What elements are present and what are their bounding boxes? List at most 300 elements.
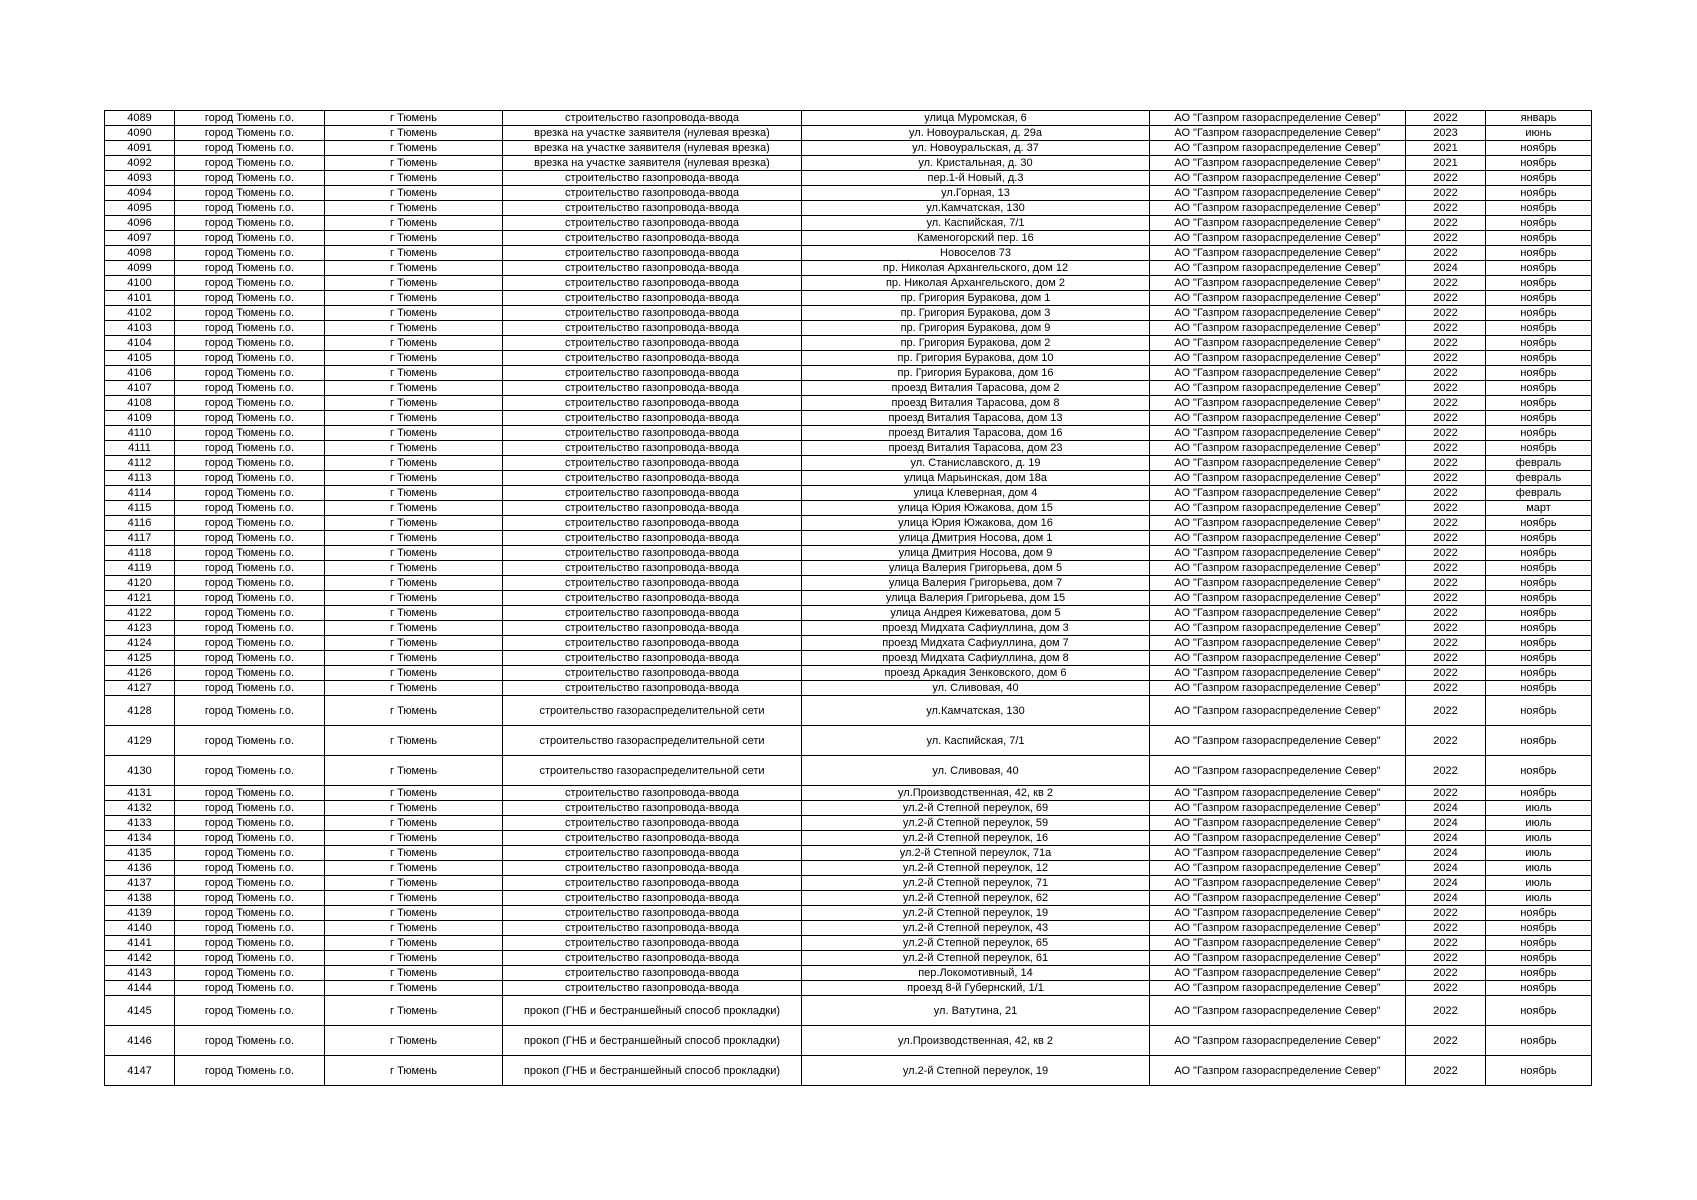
settlement-cell: г Тюмень <box>325 351 503 366</box>
organization-cell: АО "Газпром газораспределение Север" <box>1150 951 1406 966</box>
month-cell: ноябрь <box>1486 966 1592 981</box>
table-row <box>105 621 1592 636</box>
municipality-cell: город Тюмень г.о. <box>175 516 325 531</box>
address-cell: ул. Каспийская, 7/1 <box>802 216 1150 231</box>
organization-cell: АО "Газпром газораспределение Север" <box>1150 591 1406 606</box>
settlement-cell: г Тюмень <box>325 996 503 1026</box>
month-cell: ноябрь <box>1486 906 1592 921</box>
organization-cell: АО "Газпром газораспределение Север" <box>1150 576 1406 591</box>
table-row <box>105 486 1592 501</box>
work-type-cell: строительство газопровода-ввода <box>503 201 802 216</box>
table-row <box>105 651 1592 666</box>
municipality-cell: город Тюмень г.о. <box>175 936 325 951</box>
table-row <box>105 636 1592 651</box>
work-type-cell: врезка на участке заявителя (нулевая врезка) <box>503 141 802 156</box>
table-row <box>105 981 1592 996</box>
year-cell: 2022 <box>1406 786 1486 801</box>
year-cell: 2022 <box>1406 426 1486 441</box>
municipality-cell: город Тюмень г.о. <box>175 636 325 651</box>
address-cell: улица Валерия Григорьева, дом 5 <box>802 561 1150 576</box>
year-cell: 2022 <box>1406 546 1486 561</box>
month-cell: ноябрь <box>1486 576 1592 591</box>
year-cell: 2022 <box>1406 621 1486 636</box>
municipality-cell: город Тюмень г.о. <box>175 366 325 381</box>
settlement-cell: г Тюмень <box>325 921 503 936</box>
year-cell: 2022 <box>1406 726 1486 756</box>
address-cell: ул.Горная, 13 <box>802 186 1150 201</box>
work-type-cell: строительство газопровода-ввода <box>503 786 802 801</box>
row-number-cell: 4105 <box>105 351 175 366</box>
municipality-cell: город Тюмень г.о. <box>175 576 325 591</box>
table-row <box>105 966 1592 981</box>
year-cell: 2024 <box>1406 816 1486 831</box>
table-row <box>105 801 1592 816</box>
settlement-cell: г Тюмень <box>325 636 503 651</box>
work-type-cell: строительство газопровода-ввода <box>503 456 802 471</box>
month-cell: февраль <box>1486 486 1592 501</box>
row-number-cell: 4125 <box>105 651 175 666</box>
row-number-cell: 4127 <box>105 681 175 696</box>
month-cell: ноябрь <box>1486 441 1592 456</box>
organization-cell: АО "Газпром газораспределение Север" <box>1150 786 1406 801</box>
row-number-cell: 4129 <box>105 726 175 756</box>
table-row <box>105 126 1592 141</box>
organization-cell: АО "Газпром газораспределение Север" <box>1150 186 1406 201</box>
work-type-cell: строительство газопровода-ввода <box>503 246 802 261</box>
settlement-cell: г Тюмень <box>325 876 503 891</box>
settlement-cell: г Тюмень <box>325 261 503 276</box>
year-cell: 2022 <box>1406 471 1486 486</box>
table-row <box>105 456 1592 471</box>
address-cell: улица Андрея Кижеватова, дом 5 <box>802 606 1150 621</box>
month-cell: ноябрь <box>1486 921 1592 936</box>
row-number-cell: 4133 <box>105 816 175 831</box>
year-cell: 2024 <box>1406 891 1486 906</box>
settlement-cell: г Тюмень <box>325 696 503 726</box>
table-row <box>105 576 1592 591</box>
row-number-cell: 4123 <box>105 621 175 636</box>
work-type-cell: прокоп (ГНБ и бестраншейный способ прокладки) <box>503 1026 802 1056</box>
municipality-cell: город Тюмень г.о. <box>175 531 325 546</box>
address-cell: ул. Новоуральская, д. 29а <box>802 126 1150 141</box>
row-number-cell: 4146 <box>105 1026 175 1056</box>
table-row <box>105 876 1592 891</box>
table-row <box>105 111 1592 126</box>
organization-cell: АО "Газпром газораспределение Север" <box>1150 471 1406 486</box>
municipality-cell: город Тюмень г.о. <box>175 351 325 366</box>
work-type-cell: строительство газопровода-ввода <box>503 111 802 126</box>
address-cell: пер.1-й Новый, д.3 <box>802 171 1150 186</box>
year-cell: 2024 <box>1406 876 1486 891</box>
year-cell: 2022 <box>1406 216 1486 231</box>
settlement-cell: г Тюмень <box>325 486 503 501</box>
address-cell: улица Юрия Южакова, дом 15 <box>802 501 1150 516</box>
row-number-cell: 4095 <box>105 201 175 216</box>
municipality-cell: город Тюмень г.о. <box>175 921 325 936</box>
municipality-cell: город Тюмень г.о. <box>175 816 325 831</box>
work-type-cell: строительство газопровода-ввода <box>503 366 802 381</box>
municipality-cell: город Тюмень г.о. <box>175 126 325 141</box>
address-cell: ул.2-й Степной переулок, 71а <box>802 846 1150 861</box>
municipality-cell: город Тюмень г.о. <box>175 441 325 456</box>
year-cell: 2022 <box>1406 576 1486 591</box>
municipality-cell: город Тюмень г.о. <box>175 216 325 231</box>
month-cell: июнь <box>1486 126 1592 141</box>
table-row <box>105 381 1592 396</box>
row-number-cell: 4093 <box>105 171 175 186</box>
municipality-cell: город Тюмень г.о. <box>175 201 325 216</box>
month-cell: июль <box>1486 801 1592 816</box>
month-cell: июль <box>1486 891 1592 906</box>
organization-cell: АО "Газпром газораспределение Север" <box>1150 411 1406 426</box>
organization-cell: АО "Газпром газораспределение Север" <box>1150 681 1406 696</box>
organization-cell: АО "Газпром газораспределение Север" <box>1150 291 1406 306</box>
settlement-cell: г Тюмень <box>325 1056 503 1086</box>
municipality-cell: город Тюмень г.о. <box>175 471 325 486</box>
address-cell: пр. Григория Буракова, дом 9 <box>802 321 1150 336</box>
month-cell: ноябрь <box>1486 156 1592 171</box>
municipality-cell: город Тюмень г.о. <box>175 966 325 981</box>
settlement-cell: г Тюмень <box>325 156 503 171</box>
municipality-cell: город Тюмень г.о. <box>175 666 325 681</box>
address-cell: ул.2-й Степной переулок, 62 <box>802 891 1150 906</box>
work-type-cell: строительство газопровода-ввода <box>503 216 802 231</box>
municipality-cell: город Тюмень г.о. <box>175 456 325 471</box>
address-cell: улица Валерия Григорьева, дом 7 <box>802 576 1150 591</box>
address-cell: ул.2-й Степной переулок, 59 <box>802 816 1150 831</box>
municipality-cell: город Тюмень г.о. <box>175 111 325 126</box>
table-row <box>105 306 1592 321</box>
organization-cell: АО "Газпром газораспределение Север" <box>1150 321 1406 336</box>
month-cell: ноябрь <box>1486 186 1592 201</box>
month-cell: июль <box>1486 846 1592 861</box>
row-number-cell: 4142 <box>105 951 175 966</box>
table-row <box>105 996 1592 1026</box>
municipality-cell: город Тюмень г.о. <box>175 696 325 726</box>
organization-cell: АО "Газпром газораспределение Север" <box>1150 306 1406 321</box>
organization-cell: АО "Газпром газораспределение Север" <box>1150 876 1406 891</box>
municipality-cell: город Тюмень г.о. <box>175 621 325 636</box>
organization-cell: АО "Газпром газораспределение Север" <box>1150 756 1406 786</box>
settlement-cell: г Тюмень <box>325 231 503 246</box>
municipality-cell: город Тюмень г.о. <box>175 411 325 426</box>
table-row <box>105 591 1592 606</box>
municipality-cell: город Тюмень г.о. <box>175 321 325 336</box>
month-cell: июль <box>1486 876 1592 891</box>
month-cell: ноябрь <box>1486 936 1592 951</box>
settlement-cell: г Тюмень <box>325 801 503 816</box>
settlement-cell: г Тюмень <box>325 516 503 531</box>
month-cell: ноябрь <box>1486 261 1592 276</box>
month-cell: ноябрь <box>1486 561 1592 576</box>
month-cell: ноябрь <box>1486 756 1592 786</box>
year-cell: 2022 <box>1406 906 1486 921</box>
row-number-cell: 4139 <box>105 906 175 921</box>
table-row <box>105 816 1592 831</box>
year-cell: 2022 <box>1406 336 1486 351</box>
table-row <box>105 411 1592 426</box>
address-cell: ул. Новоуральская, д. 37 <box>802 141 1150 156</box>
work-type-cell: строительство газопровода-ввода <box>503 411 802 426</box>
work-type-cell: прокоп (ГНБ и бестраншейный способ прокладки) <box>503 996 802 1026</box>
address-cell: ул.2-й Степной переулок, 12 <box>802 861 1150 876</box>
address-cell: проезд Мидхата Сафиуллина, дом 3 <box>802 621 1150 636</box>
work-type-cell: строительство газопровода-ввода <box>503 951 802 966</box>
address-cell: ул.2-й Степной переулок, 71 <box>802 876 1150 891</box>
month-cell: ноябрь <box>1486 666 1592 681</box>
settlement-cell: г Тюмень <box>325 201 503 216</box>
month-cell: ноябрь <box>1486 216 1592 231</box>
work-type-cell: строительство газопровода-ввода <box>503 621 802 636</box>
year-cell: 2022 <box>1406 996 1486 1026</box>
row-number-cell: 4098 <box>105 246 175 261</box>
month-cell: ноябрь <box>1486 171 1592 186</box>
address-cell: ул.2-й Степной переулок, 65 <box>802 936 1150 951</box>
row-number-cell: 4096 <box>105 216 175 231</box>
row-number-cell: 4140 <box>105 921 175 936</box>
organization-cell: АО "Газпром газораспределение Север" <box>1150 726 1406 756</box>
work-type-cell: строительство газопровода-ввода <box>503 546 802 561</box>
row-number-cell: 4119 <box>105 561 175 576</box>
work-type-cell: прокоп (ГНБ и бестраншейный способ прокладки) <box>503 1056 802 1086</box>
organization-cell: АО "Газпром газораспределение Север" <box>1150 981 1406 996</box>
work-type-cell: строительство газопровода-ввода <box>503 291 802 306</box>
municipality-cell: город Тюмень г.о. <box>175 396 325 411</box>
work-type-cell: строительство газопровода-ввода <box>503 846 802 861</box>
row-number-cell: 4097 <box>105 231 175 246</box>
table-row <box>105 276 1592 291</box>
address-cell: улица Марьинская, дом 18а <box>802 471 1150 486</box>
address-cell: проезд Мидхата Сафиуллина, дом 7 <box>802 636 1150 651</box>
month-cell: ноябрь <box>1486 396 1592 411</box>
municipality-cell: город Тюмень г.о. <box>175 336 325 351</box>
settlement-cell: г Тюмень <box>325 756 503 786</box>
year-cell: 2024 <box>1406 861 1486 876</box>
row-number-cell: 4126 <box>105 666 175 681</box>
settlement-cell: г Тюмень <box>325 366 503 381</box>
year-cell: 2024 <box>1406 801 1486 816</box>
year-cell: 2022 <box>1406 981 1486 996</box>
month-cell: ноябрь <box>1486 246 1592 261</box>
work-type-cell: строительство газопровода-ввода <box>503 276 802 291</box>
work-type-cell: строительство газопровода-ввода <box>503 891 802 906</box>
table-row <box>105 546 1592 561</box>
address-cell: улица Валерия Григорьева, дом 15 <box>802 591 1150 606</box>
settlement-cell: г Тюмень <box>325 531 503 546</box>
settlement-cell: г Тюмень <box>325 561 503 576</box>
table-row <box>105 501 1592 516</box>
table-row <box>105 606 1592 621</box>
table-row <box>105 471 1592 486</box>
organization-cell: АО "Газпром газораспределение Север" <box>1150 456 1406 471</box>
address-cell: пр. Николая Архангельского, дом 12 <box>802 261 1150 276</box>
month-cell: ноябрь <box>1486 621 1592 636</box>
work-type-cell: строительство газопровода-ввода <box>503 471 802 486</box>
organization-cell: АО "Газпром газораспределение Север" <box>1150 426 1406 441</box>
municipality-cell: город Тюмень г.о. <box>175 231 325 246</box>
work-type-cell: строительство газопровода-ввода <box>503 906 802 921</box>
organization-cell: АО "Газпром газораспределение Север" <box>1150 381 1406 396</box>
settlement-cell: г Тюмень <box>325 666 503 681</box>
address-cell: ул. Сливовая, 40 <box>802 681 1150 696</box>
municipality-cell: город Тюмень г.о. <box>175 651 325 666</box>
organization-cell: АО "Газпром газораспределение Север" <box>1150 501 1406 516</box>
year-cell: 2022 <box>1406 171 1486 186</box>
work-type-cell: врезка на участке заявителя (нулевая врезка) <box>503 126 802 141</box>
municipality-cell: город Тюмень г.о. <box>175 1026 325 1056</box>
work-type-cell: строительство газопровода-ввода <box>503 396 802 411</box>
row-number-cell: 4108 <box>105 396 175 411</box>
work-type-cell: строительство газопровода-ввода <box>503 186 802 201</box>
row-number-cell: 4117 <box>105 531 175 546</box>
month-cell: ноябрь <box>1486 1026 1592 1056</box>
work-type-cell: строительство газопровода-ввода <box>503 816 802 831</box>
organization-cell: АО "Газпром газораспределение Север" <box>1150 651 1406 666</box>
organization-cell: АО "Газпром газораспределение Север" <box>1150 216 1406 231</box>
organization-cell: АО "Газпром газораспределение Север" <box>1150 531 1406 546</box>
year-cell: 2022 <box>1406 606 1486 621</box>
settlement-cell: г Тюмень <box>325 441 503 456</box>
year-cell: 2022 <box>1406 516 1486 531</box>
work-type-cell: строительство газопровода-ввода <box>503 306 802 321</box>
row-number-cell: 4138 <box>105 891 175 906</box>
table-row <box>105 891 1592 906</box>
row-number-cell: 4131 <box>105 786 175 801</box>
organization-cell: АО "Газпром газораспределение Север" <box>1150 156 1406 171</box>
settlement-cell: г Тюмень <box>325 276 503 291</box>
settlement-cell: г Тюмень <box>325 456 503 471</box>
table-row <box>105 441 1592 456</box>
year-cell: 2024 <box>1406 846 1486 861</box>
work-type-cell: строительство газораспределительной сети <box>503 756 802 786</box>
settlement-cell: г Тюмень <box>325 726 503 756</box>
work-type-cell: строительство газопровода-ввода <box>503 681 802 696</box>
work-type-cell: строительство газопровода-ввода <box>503 861 802 876</box>
month-cell: ноябрь <box>1486 786 1592 801</box>
municipality-cell: город Тюмень г.о. <box>175 606 325 621</box>
table-row <box>105 141 1592 156</box>
row-number-cell: 4135 <box>105 846 175 861</box>
municipality-cell: город Тюмень г.о. <box>175 426 325 441</box>
address-cell: ул.Камчатская, 130 <box>802 696 1150 726</box>
table-row <box>105 336 1592 351</box>
month-cell: ноябрь <box>1486 636 1592 651</box>
month-cell: ноябрь <box>1486 591 1592 606</box>
table-row <box>105 351 1592 366</box>
work-type-cell: строительство газопровода-ввода <box>503 591 802 606</box>
address-cell: пр. Григория Буракова, дом 16 <box>802 366 1150 381</box>
year-cell: 2022 <box>1406 651 1486 666</box>
row-number-cell: 4134 <box>105 831 175 846</box>
organization-cell: АО "Газпром газораспределение Север" <box>1150 546 1406 561</box>
organization-cell: АО "Газпром газораспределение Север" <box>1150 1056 1406 1086</box>
municipality-cell: город Тюмень г.о. <box>175 276 325 291</box>
address-cell: пр. Григория Буракова, дом 3 <box>802 306 1150 321</box>
month-cell: ноябрь <box>1486 516 1592 531</box>
row-number-cell: 4092 <box>105 156 175 171</box>
year-cell: 2022 <box>1406 306 1486 321</box>
table-row <box>105 906 1592 921</box>
year-cell: 2022 <box>1406 666 1486 681</box>
address-cell: ул.2-й Степной переулок, 69 <box>802 801 1150 816</box>
address-cell: пр. Григория Буракова, дом 2 <box>802 336 1150 351</box>
organization-cell: АО "Газпром газораспределение Север" <box>1150 1026 1406 1056</box>
work-type-cell: строительство газопровода-ввода <box>503 531 802 546</box>
organization-cell: АО "Газпром газораспределение Север" <box>1150 621 1406 636</box>
table-row <box>105 756 1592 786</box>
year-cell: 2024 <box>1406 831 1486 846</box>
municipality-cell: город Тюмень г.о. <box>175 1056 325 1086</box>
row-number-cell: 4106 <box>105 366 175 381</box>
address-cell: ул. Ватутина, 21 <box>802 996 1150 1026</box>
work-type-cell: строительство газопровода-ввода <box>503 516 802 531</box>
row-number-cell: 4143 <box>105 966 175 981</box>
address-cell: улица Юрия Южакова, дом 16 <box>802 516 1150 531</box>
address-cell: проезд Аркадия Зенковского, дом 6 <box>802 666 1150 681</box>
row-number-cell: 4112 <box>105 456 175 471</box>
year-cell: 2024 <box>1406 261 1486 276</box>
gas-connection-table <box>104 110 1592 1086</box>
month-cell: ноябрь <box>1486 531 1592 546</box>
table-row <box>105 681 1592 696</box>
table-row <box>105 1056 1592 1086</box>
settlement-cell: г Тюмень <box>325 816 503 831</box>
row-number-cell: 4103 <box>105 321 175 336</box>
row-number-cell: 4121 <box>105 591 175 606</box>
work-type-cell: строительство газопровода-ввода <box>503 441 802 456</box>
organization-cell: АО "Газпром газораспределение Север" <box>1150 561 1406 576</box>
work-type-cell: строительство газопровода-ввода <box>503 351 802 366</box>
organization-cell: АО "Газпром газораспределение Север" <box>1150 606 1406 621</box>
table-row <box>105 726 1592 756</box>
month-cell: ноябрь <box>1486 276 1592 291</box>
settlement-cell: г Тюмень <box>325 336 503 351</box>
work-type-cell: строительство газопровода-ввода <box>503 651 802 666</box>
municipality-cell: город Тюмень г.о. <box>175 546 325 561</box>
year-cell: 2022 <box>1406 351 1486 366</box>
address-cell: ул. Кристальная, д. 30 <box>802 156 1150 171</box>
work-type-cell: строительство газопровода-ввода <box>503 936 802 951</box>
organization-cell: АО "Газпром газораспределение Север" <box>1150 996 1406 1026</box>
row-number-cell: 4089 <box>105 111 175 126</box>
settlement-cell: г Тюмень <box>325 651 503 666</box>
municipality-cell: город Тюмень г.о. <box>175 186 325 201</box>
year-cell: 2022 <box>1406 951 1486 966</box>
month-cell: ноябрь <box>1486 141 1592 156</box>
settlement-cell: г Тюмень <box>325 606 503 621</box>
row-number-cell: 4101 <box>105 291 175 306</box>
municipality-cell: город Тюмень г.о. <box>175 246 325 261</box>
row-number-cell: 4118 <box>105 546 175 561</box>
month-cell: ноябрь <box>1486 1056 1592 1086</box>
month-cell: ноябрь <box>1486 726 1592 756</box>
row-number-cell: 4147 <box>105 1056 175 1086</box>
year-cell: 2022 <box>1406 231 1486 246</box>
address-cell: проезд 8-й Губернский, 1/1 <box>802 981 1150 996</box>
row-number-cell: 4141 <box>105 936 175 951</box>
organization-cell: АО "Газпром газораспределение Север" <box>1150 486 1406 501</box>
month-cell: ноябрь <box>1486 291 1592 306</box>
settlement-cell: г Тюмень <box>325 186 503 201</box>
settlement-cell: г Тюмень <box>325 501 503 516</box>
settlement-cell: г Тюмень <box>325 831 503 846</box>
settlement-cell: г Тюмень <box>325 126 503 141</box>
municipality-cell: город Тюмень г.о. <box>175 156 325 171</box>
municipality-cell: город Тюмень г.о. <box>175 876 325 891</box>
table-row <box>105 696 1592 726</box>
municipality-cell: город Тюмень г.о. <box>175 861 325 876</box>
row-number-cell: 4132 <box>105 801 175 816</box>
